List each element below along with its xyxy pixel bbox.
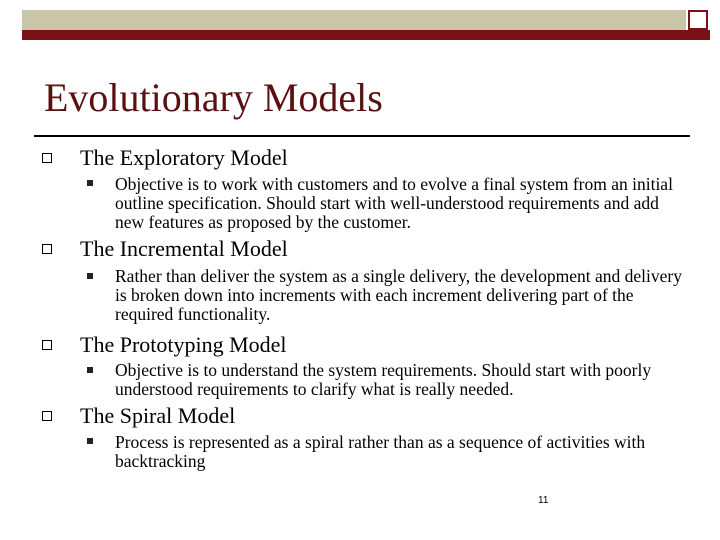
filled-square-bullet-icon <box>87 367 93 373</box>
hollow-square-bullet-icon <box>42 340 52 350</box>
bullet-detail: Objective is to understand the system requirements. Should start with poorly understood requirements to clarify what is really needed. <box>115 360 652 399</box>
bullet-heading: The Incremental Model <box>80 236 288 261</box>
filled-square-bullet-icon <box>87 273 93 279</box>
bullet-detail: Rather than deliver the system as a single delivery, the development and delivery is broken down into increments with each increment delivering part of the required functionality. <box>115 266 682 324</box>
filled-square-bullet-icon <box>87 438 93 444</box>
bullet-heading: The Spiral Model <box>80 403 236 428</box>
hollow-square-bullet-icon <box>42 411 52 421</box>
filled-square-bullet-icon <box>87 180 93 186</box>
slide-title: Evolutionary Models <box>44 75 383 120</box>
bullet-heading: The Exploratory Model <box>80 145 288 170</box>
bullet-detail: Objective is to work with customers and to evolve a final system from an initial outline specification. Should start with well-understood requirements and add new features as proposed by the customer. <box>115 174 673 232</box>
page-number: 11 <box>538 495 549 506</box>
hollow-square-bullet-icon <box>42 244 52 254</box>
bullet-detail: Process is represented as a spiral rather than as a sequence of activities with backtracking <box>115 432 646 471</box>
bullet-heading: The Prototyping Model <box>80 332 287 357</box>
hollow-square-bullet-icon <box>42 153 52 163</box>
